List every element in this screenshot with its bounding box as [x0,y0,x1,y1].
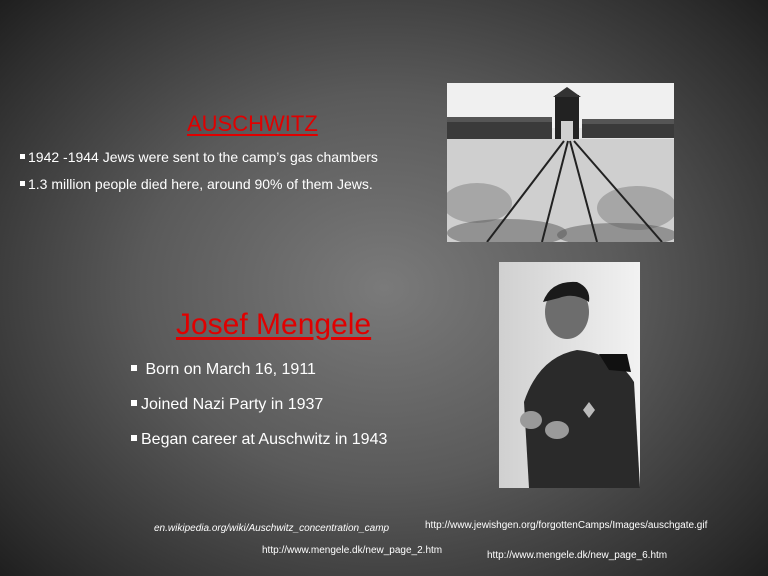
mengele-portrait-photo [499,262,640,488]
auschwitz-bullet-1: 1942 -1944 Jews were sent to the camp’s gas chambers [20,149,378,165]
mengele-bullet-1: Born on March 16, 1911 [131,361,316,379]
source-mengele-page-6[interactable]: http://www.mengele.dk/new_page_6.htm [487,550,668,561]
bullet-square-icon [20,181,25,186]
mengele-bullet-2: Joined Nazi Party in 1937 [131,396,323,414]
auschwitz-bullet-2: 1.3 million people died here, around 90% of them Jews. [20,176,373,192]
source-wikipedia[interactable]: en.wikipedia.org/wiki/Auschwitz_concentration_camp [154,523,390,534]
auschwitz-title: AUSCHWITZ [187,111,318,136]
mengele-bullet-3: Began career at Auschwitz in 1943 [131,431,387,449]
mengele-title: Josef Mengele [176,308,372,341]
bullet-square-icon [131,435,137,441]
auschwitz-gate-photo [447,83,674,242]
bullet-square-icon [20,154,25,159]
bullet-square-icon [131,400,137,406]
bullet-square-icon [131,365,137,371]
mengele-portrait-image [499,262,640,488]
auschwitz-gate-image [447,83,674,242]
source-mengele-page-2[interactable]: http://www.mengele.dk/new_page_2.htm [262,545,443,556]
source-jewishgen[interactable]: http://www.jewishgen.org/forgottenCamps/Images/auschgate.gif [425,520,708,531]
